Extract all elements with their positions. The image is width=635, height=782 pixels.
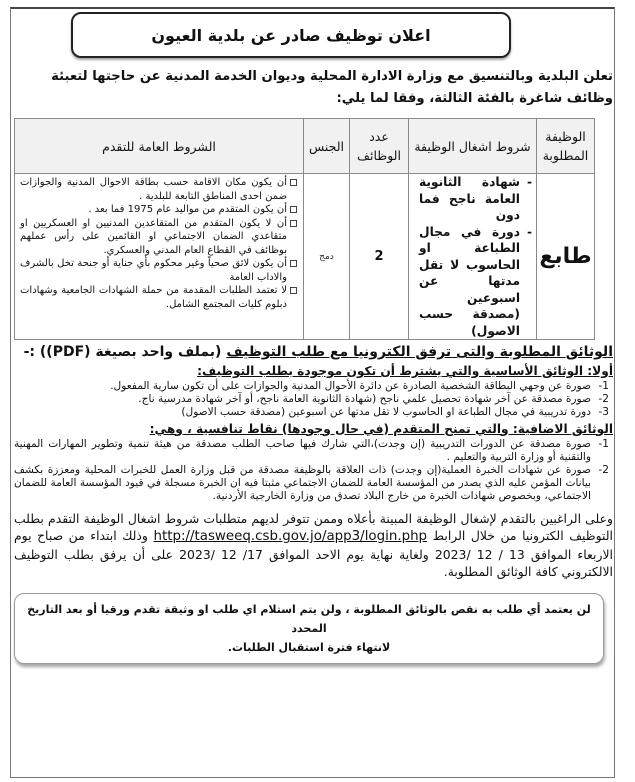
item-number: 2- — [598, 393, 609, 406]
general-condition-item — [20, 176, 297, 203]
job-count-cell: 2 — [350, 174, 409, 340]
general-condition-text: أن يكون المتقدم من مواليد عام 1975 فما بعد . — [88, 204, 287, 215]
list-item — [14, 438, 609, 464]
job-condition-item: - شهادة الثانوية العامة ناجح فما دون — [419, 174, 532, 224]
additional-documents-list — [14, 438, 609, 504]
job-title-cell: طابع — [537, 174, 595, 340]
job-condition-item: - دورة في مجال الطباعة او الحاسوب لا تقل مدتها عن اسبوعين (مصدقة حسب الاصول) — [419, 224, 532, 340]
item-number: 1- — [598, 437, 609, 450]
basic-documents-list — [14, 380, 609, 420]
table-header-row — [15, 119, 595, 174]
item-number: 2- — [598, 464, 609, 477]
item-number: 1- — [598, 380, 609, 392]
general-conditions-cell — [15, 174, 304, 340]
application-link[interactable]: http://tasweeq.csb.gov.jo/app3/login.php — [153, 529, 428, 545]
item-text: صورة عن وجهي البطاقة الشخصية الصادرة عن دائرة الأحوال المدنية والجوازات على أن تكون سارية المفعول. — [110, 380, 591, 392]
list-item — [14, 380, 609, 393]
item-text: دورة تدريبية في مجال الطباعة او الحاسوب لا تقل مدتها عن اسبوعين (مصدقة حسب الاصول) — [181, 406, 591, 419]
checkbox-icon — [290, 287, 297, 294]
header-count: عدد الوظائف — [350, 119, 409, 174]
header-job: الوظيفة المطلوبة — [537, 119, 595, 174]
list-item — [14, 393, 609, 406]
header-job-conditions: شروط اشغال الوظيفة — [409, 119, 537, 174]
title-box — [71, 12, 511, 58]
notice-text — [23, 600, 595, 657]
header-general-conditions: الشروط العامة للتقدم — [15, 119, 304, 174]
general-condition-item — [20, 284, 297, 311]
general-condition-text: أن يكون لائق صحياً وغير محكوم بأي جناية أو جنحة تخل بالشرف والاداب العامة — [20, 258, 287, 283]
list-item — [14, 406, 609, 419]
checkbox-icon — [290, 206, 297, 213]
list-item — [14, 464, 609, 504]
jobs-table — [14, 118, 595, 340]
required-documents-heading — [14, 342, 613, 362]
application-dates-text: وذلك ابتداء من صباح يوم الاربعاء الموافق 13 / 12 /2023 ولغاية نهاية يوم الاحد الموافق 17/ 12 /2023 على أن يرفق بطلب التوظيف الالكتروني كافة الوثائق المطلوبة. — [14, 528, 613, 580]
announcement-title: اعلان توظيف صادر عن بلدية العيون — [151, 25, 431, 45]
application-text: وعلى الراغبين بالتقدم لإشغال الوظيفة المبينة بأعلاه وممن تتوفر لديهم متطلبات شروط اشغال الوظيفة التقدم بطلب التوظيف الكترونيا من خلال الرابط — [14, 510, 613, 544]
general-condition-item — [20, 257, 297, 284]
job-conditions-cell — [409, 174, 537, 340]
item-text: صورة عن شهادات الخبرة العملية(إن وجدت) ذات العلاقة بالوظيفة مصدقة من قبل وزارة العمل للخبرات المحلية ومعززة بكشف بيانات المؤمن عليه الذي يصدر من المؤسسة العامة للضمان الاجتماعي مثبتا فيه ان الخبرة مسجلة في قيود المؤسسة العامة للضمان الاجتماعي، وبخصوص شهادات الخبرة من خارج البلاد تصدق من وزارة الخارجية الأردنية. — [14, 464, 591, 503]
required-documents-heading-format: (بملف واحد بصيغة (PDF)) :- — [23, 344, 222, 360]
checkbox-icon — [290, 179, 297, 186]
notice-line: لن يعتمد أي طلب به نقص بالوثائق المطلوبة ، ولن يتم استلام اي طلب او وثيقة تقدم ورقيا أو بعد التاريخ المحدد — [27, 602, 591, 635]
general-condition-text: لا تعتمد الطلبات المقدمة من حملة الشهادات الجامعية وشهادات دبلوم كليات المجتمع الشامل. — [20, 285, 287, 310]
item-text: صورة مصدقة عن الدورات التدريبية (إن وجدت)،التي شارك فيها صاحب الطلب مصدقة من هيئة تنمية وتطوير المهارات المهنية والتقنية أو وزارة التربية والتعليم . — [14, 437, 591, 463]
additional-documents-heading: الوثائق الاضافية: والتي تمنح المتقدم (في حال وجودها) نقاط تنافسية ، وهي: — [149, 421, 613, 436]
item-number: 3- — [598, 406, 609, 419]
general-condition-item — [20, 217, 297, 258]
notice-box — [14, 593, 604, 664]
gender-cell: دمج — [304, 174, 350, 340]
notice-line: لانتهاء فترة استقبال الطلبات. — [227, 640, 391, 654]
table-row — [15, 174, 595, 340]
intro-paragraph: تعلن البلدية وبالتنسيق مع وزارة الادارة المحلية وديوان الخدمة المدنية عن حاجتها لتعبئة وظائف شاغرة بالفئة الثالثة، وفقا لما يلي: — [51, 69, 613, 106]
checkbox-icon — [290, 220, 297, 227]
checkbox-icon — [290, 260, 297, 267]
application-paragraph — [14, 510, 613, 581]
item-text: صورة مصدقة عن آخر شهادة تحصيل علمي ناجح (شهادة الثانوية العامة ناجح، أو آخر شهادة مدرسية ناج. — [138, 393, 591, 406]
basic-documents-heading: أولا: الوثائق الأساسية والتي يشترط أن تكون موجودة بطلب التوظيف: — [197, 364, 613, 378]
general-condition-text: أن لا يكون المتقدم من المتقاعدين المدنيين او العسكريين او متقاعدي الضمان الاجتماعي او القائمين على رأس عملهم بوظائف في القطاع العام المدني والعسكري. — [20, 217, 287, 256]
general-condition-item — [20, 203, 297, 217]
general-condition-text: أن يكون مكان الاقامة حسب بطاقة الاحوال المدنية والجوازات ضمن احدى المناطق التابعة للبلدية . — [20, 177, 287, 202]
header-gender: الجنس — [304, 119, 350, 174]
required-documents-heading-main: الوثائق المطلوبة والتى ترفق الكترونيا مع طلب التوظيف — [226, 344, 613, 360]
